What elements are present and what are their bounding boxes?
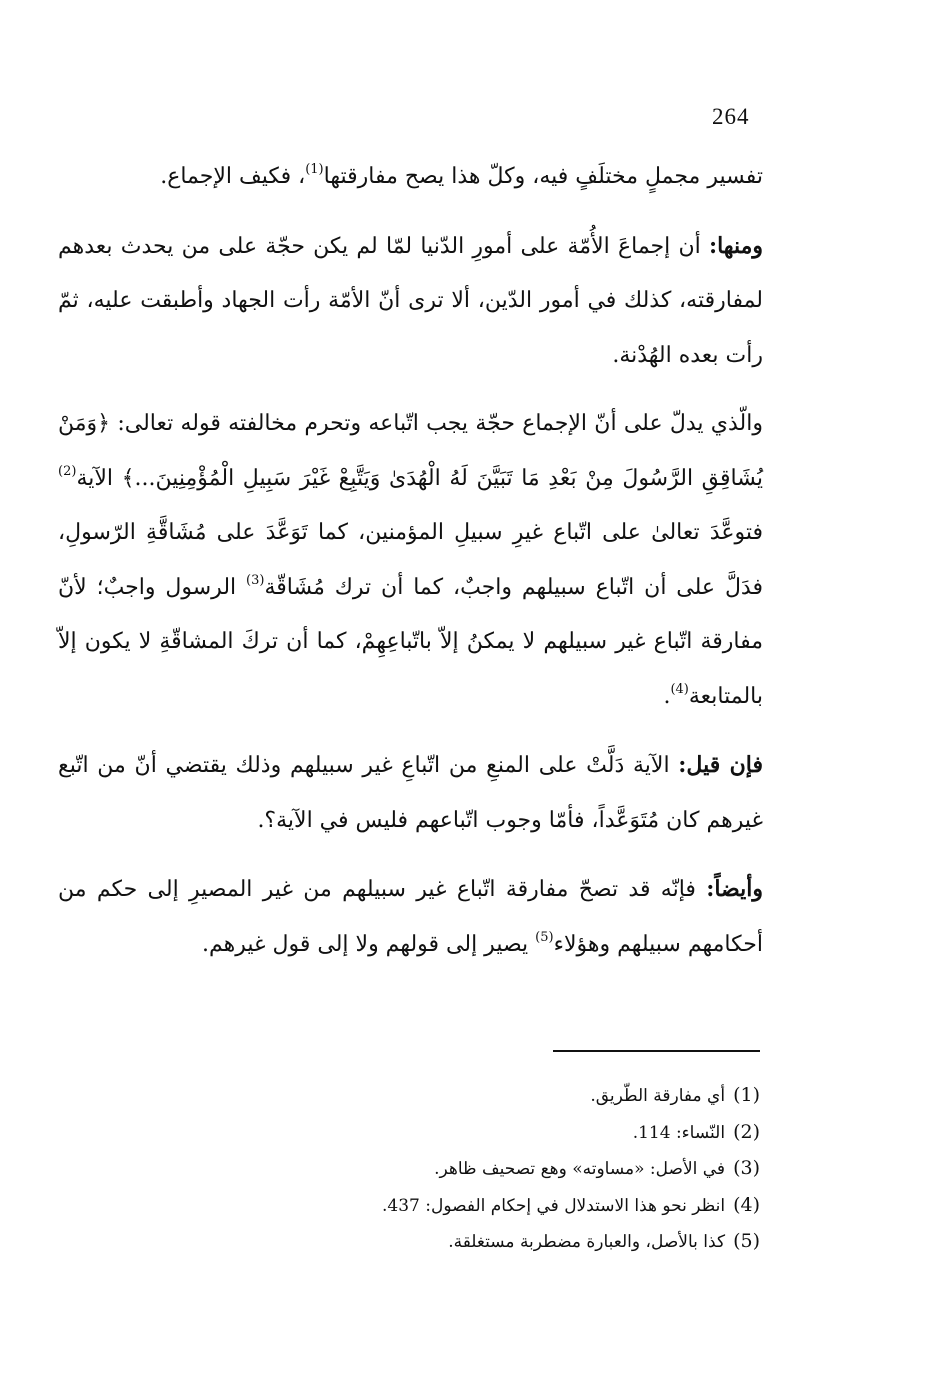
footnote-ref-2[interactable]: (2) — [58, 463, 77, 479]
footnote-number: (5) — [733, 1230, 760, 1252]
paragraph-text: الرسول واجبٌ؛ لأنّ مفارقة اتّباع غير سبيلهم لا يمكنُ إلاّ باتّباعِهِمْ، كما أن تركَ المشاقّةِ لا يكون إلاّ بالمتابعة — [58, 574, 763, 709]
footnote-number: (4) — [733, 1193, 760, 1216]
footnote-item — [200, 1078, 760, 1115]
paragraph-text: تفسير مجملٍ مختلَفٍ فيه، وكلّ هذا يصح مفارقتها — [323, 164, 763, 189]
paragraph-text: والّذي يدلّ على أنّ الإجماع حجّة يجب اتّباعه وتحرم مخالفته قوله تعالى: ﴿وَمَنْ يُشَاقِقِ الرَّسُولَ مِنْ بَعْدِ مَا تَبَيَّنَ لَهُ الْهُدَىٰ وَيَتَّبِعْ غَيْرَ سَبِيلِ الْمُؤْمِنِينَ...﴾ الآية — [58, 411, 763, 491]
paragraph-lead: فإن قيل: — [678, 752, 763, 778]
footnote-ref-1[interactable]: (1) — [305, 162, 324, 177]
footnotes-list — [200, 1078, 760, 1261]
paragraph-text: فإنّه قد تصحّ مفارقة اتّباع غير سبيلهم من غير المصيرِ إلى حكم من أحكامهم سبيلهم وهؤلاء — [58, 877, 763, 957]
paragraph-2 — [58, 219, 763, 384]
body-text — [58, 150, 763, 986]
footnote-ref-5[interactable]: (5) — [535, 929, 554, 945]
paragraph-1 — [58, 150, 763, 205]
paragraph-text: أن إجماعَ الأُمّة على أمورِ الدّنيا لمّا لم يكن حجّة على من يحدث بعدهم لمفارقته، كذلك في أمور الدّين، ألا ترى أنّ الأمّة رأت الجهاد وأطبقت عليه، ثمّ رأت بعده الهُدْنة. — [58, 233, 763, 368]
footnote-text: النّساء: 114. — [632, 1122, 726, 1143]
paragraph-4 — [58, 738, 763, 848]
footnote-item — [200, 1188, 760, 1225]
footnote-divider — [553, 1050, 760, 1052]
footnote-text: كذا بالأصل، والعبارة مضطربة مستغلقة. — [448, 1232, 726, 1252]
paragraph-5 — [58, 862, 763, 972]
footnote-number: (2) — [733, 1120, 760, 1143]
footnote-item — [200, 1224, 760, 1261]
footnote-number: (1) — [733, 1084, 760, 1106]
footnote-text: انظر نحو هذا الاستدلال في إحكام الفصول: 437. — [382, 1195, 726, 1216]
paragraph-text: . — [663, 683, 671, 709]
paragraph-lead: وأيضاً: — [706, 876, 763, 902]
footnote-ref-3[interactable]: (3) — [246, 572, 265, 588]
footnote-item — [200, 1151, 760, 1188]
paragraph-3 — [58, 397, 763, 724]
paragraph-lead: ومنها: — [708, 232, 763, 259]
paragraph-text: الآية دَلَّتْ على المنعِ من اتّباعِ غير سبيلهم وذلك يقتضي أنّ من اتّبع غيرهم كان مُتَوَعَّداً، فأمّا وجوب اتّباعهم فليس في الآية؟. — [58, 753, 763, 833]
page-number: 264 — [712, 104, 750, 129]
paragraph-text: فتوعَّدَ تعالىٰ على اتّباع غيرِ سبيلِ المؤمنين، كما تَوَعَّدَ على مُشَاقَّةِ الرّسولِ، فدَلَّ على أن اتّباع سبيلهم واجبٌ، كما أن ترك مُشَاقّة — [58, 520, 763, 600]
footnote-item — [200, 1115, 760, 1152]
footnote-ref-4[interactable]: (4) — [670, 681, 689, 697]
footnote-text: أي مفارقة الطّريق. — [590, 1086, 726, 1106]
footnote-number: (3) — [733, 1157, 760, 1179]
footnote-text: في الأصل: «مساوته» وهع تصحيف ظاهر. — [434, 1159, 726, 1179]
paragraph-text: يصير إلى قولهم ولا إلى قول غيرهم. — [202, 931, 536, 957]
paragraph-text: ، فكيف الإجماع. — [160, 164, 306, 189]
